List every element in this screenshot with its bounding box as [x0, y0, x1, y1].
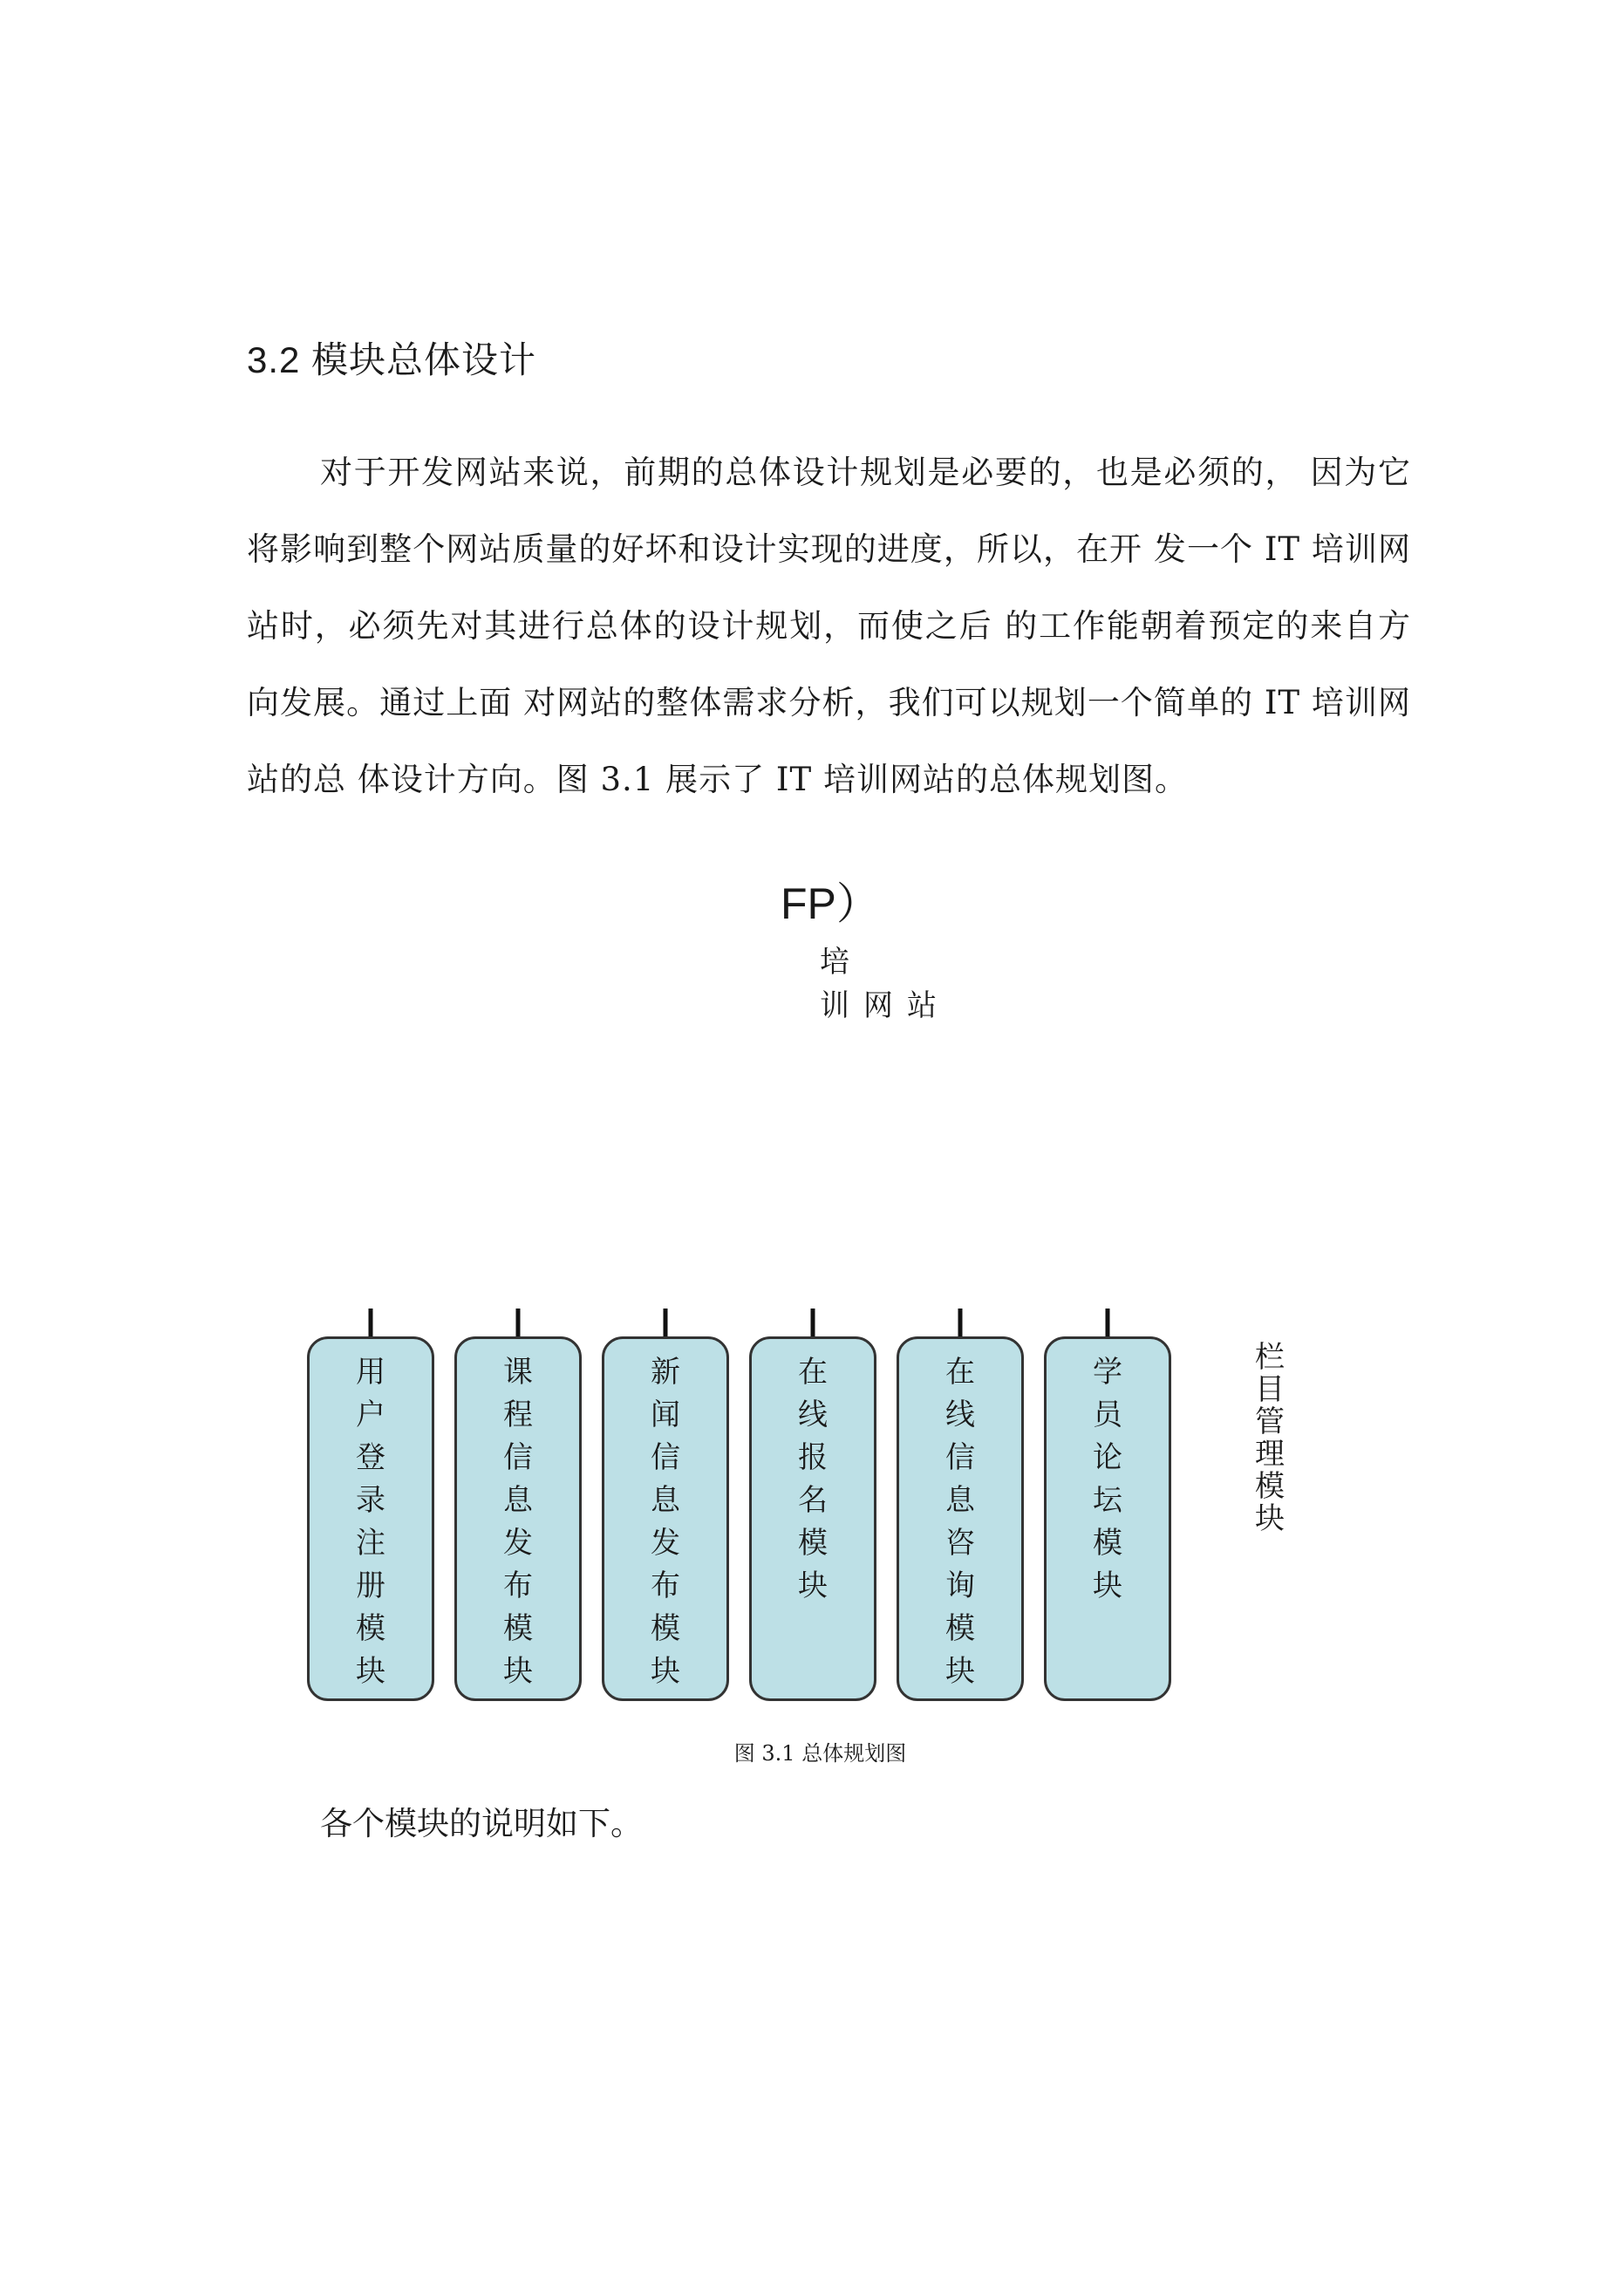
module-box-online-consult: [897, 1336, 1024, 1701]
closing-line: 各个模块的说明如下。: [320, 1805, 643, 1842]
module-label: 在线报名模块: [798, 1355, 828, 1603]
column-management-label: 栏目管理模块: [1255, 1340, 1285, 1536]
module-label: 课程信息发布模块: [503, 1355, 533, 1689]
module-box-student-forum: [1044, 1336, 1171, 1701]
module-box-course-info: [454, 1336, 582, 1701]
figure-caption: [0, 1740, 1623, 1766]
module-label: 用户登录注册模块: [356, 1355, 385, 1689]
module-box-user-login: [307, 1336, 434, 1701]
module-label: 新闻信息发布模块: [651, 1355, 680, 1689]
module-label: 学员论坛模块: [1093, 1355, 1122, 1603]
module-label: 在线信息咨询模块: [945, 1355, 975, 1689]
figure-title-top: FP）: [781, 879, 880, 928]
section-heading: 3.2 模块总体设计: [247, 339, 537, 380]
figure-caption-text: 图 3.1 总体规划图: [733, 1741, 907, 1766]
module-box-news-info: [602, 1336, 729, 1701]
figure-title-rest: 训网站: [820, 988, 951, 1023]
intro-paragraph: 对于开发网站来说，前期的总体设计规划是必要的，也是必须的， 因为它将影响到整个网站质量的好坏和设计实现的进度，所以，在开 发一个 IT 培训网站时，必须先对其进行总体的设计规划，而使之后 的工作能朝着预定的来自方向发展。通过上面 对网站的整体需求分析，我们可以规划一个简单的 IT 培训网站的总 体设计方向。图 3.1 展示了 IT 培训网站的总体规划图。: [247, 454, 1411, 798]
module-box-online-signup: [749, 1336, 876, 1701]
figure-title-first-char: 培: [820, 945, 849, 980]
